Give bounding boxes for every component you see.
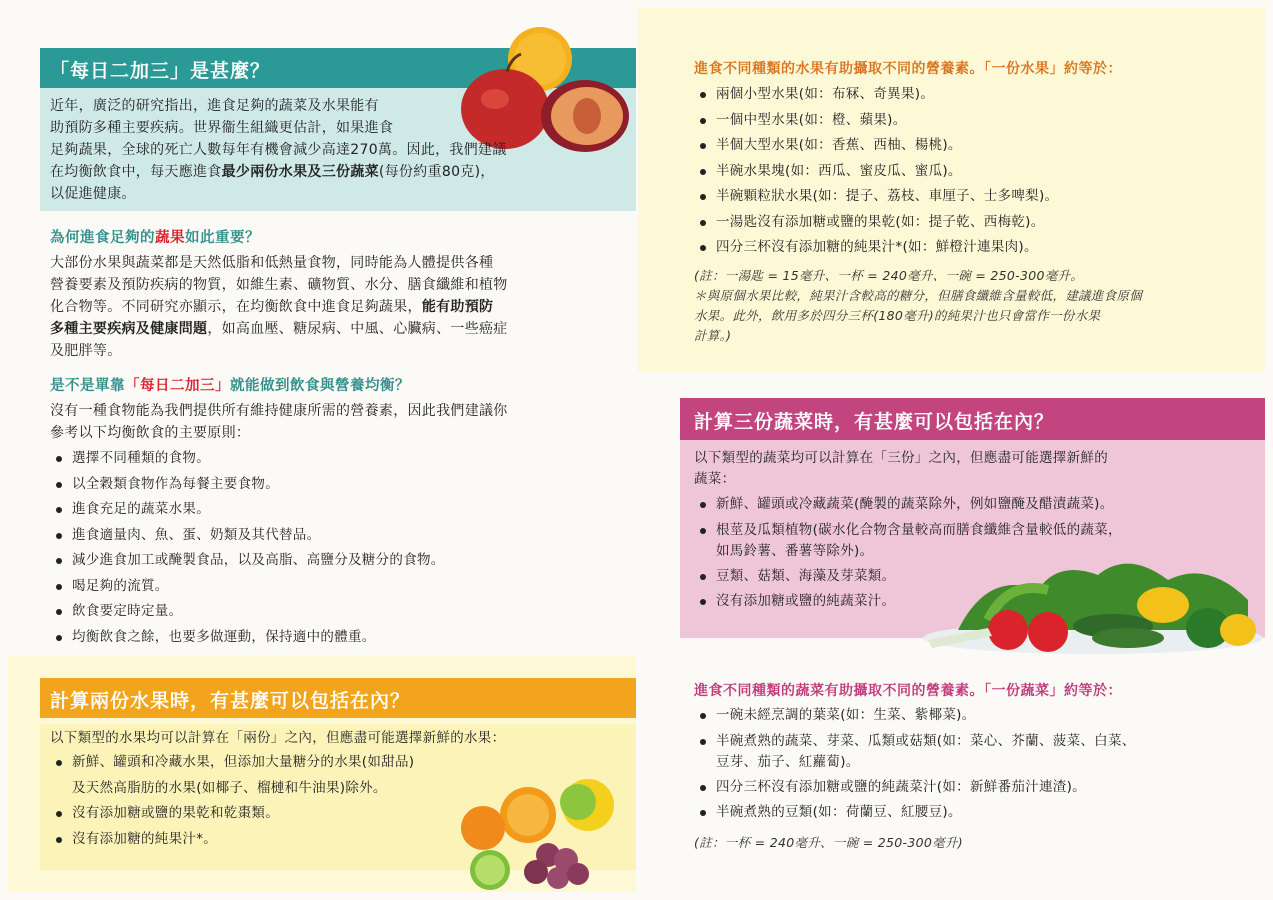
list-item: 兩個小型水果(如：布冧、奇異果)。: [694, 82, 1254, 108]
balance-intro: 沒有一種食物能為我們提供所有維持健康所需的營養素，因此我們建議你 參考以下均衡飲食的主要原則：: [50, 403, 508, 441]
list-item: 進食充足的蔬菜水果。: [50, 497, 610, 523]
list-item: 新鮮、罐頭或冷藏蔬菜(醃製的蔬菜除外，例如鹽醃及醋漬蔬菜)。: [694, 492, 1254, 518]
list-item: 半碗煮熟的蔬菜、芽菜、瓜類或菇類(如：菜心、芥蘭、菠菜、白菜、 豆芽、茄子、紅蘿蔔)。: [694, 729, 1254, 775]
why-text: 大部份水果與蔬菜都是天然低脂和低熱量食物，同時能為人體提供各種 營養要素及預防疾病的物質，如維生素、礦物質、水分、膳食纖維和植物 化合物等。不同研究亦顯示，在均衡飲食中進食足夠蔬果，能有助預防 多種主要疾病及健康問題，如高血壓、糖尿病、中風、心臟病、一些癌症 及肥胖等。: [50, 255, 508, 359]
one-fruit-note: (註：一湯匙 = 15毫升、一杯 = 240毫升、一碗 = 250-300毫升。 ＊與原個水果比較，純果汁含較高的糖分，但膳食纖維含量較低，建議進食原個 水果。此外，飲用多於四分三杯(180毫升)的純果汁也只會當作一份水果 計算。): [694, 268, 1143, 343]
list-item: 半碗水果塊(如：西瓜、蜜皮瓜、蜜瓜)。: [694, 159, 1254, 185]
list-item: 根莖及瓜類植物(碳水化合物含量較高而膳食纖維含量較低的蔬菜， 如馬鈴薯、番薯等除外)。: [694, 518, 1254, 564]
list-item: 減少進食加工或醃製食品，以及高脂、高鹽分及糖分的食物。: [50, 548, 610, 574]
list-item: 半碗顆粒狀水果(如：提子、荔枝、車厘子、士多啤梨)。: [694, 184, 1254, 210]
one-fruit-heading: 進食不同種類的水果有助攝取不同的營養素。「一份水果」約等於：: [694, 61, 1122, 77]
balance-heading: 是不是單靠「每日二加三」就能做到飲食與營養均衡？: [50, 378, 410, 394]
list-item: 進食適量肉、魚、蛋、奶類及其代替品。: [50, 523, 610, 549]
two-fruit-intro: 以下類型的水果均可以計算在「兩份」之內，但應盡可能選擇新鮮的水果：: [50, 730, 506, 746]
list-item: 一個中型水果(如：橙、蘋果)。: [694, 108, 1254, 134]
three-veg-title: 計算三份蔬菜時，有甚麼可以包括在內？: [694, 411, 1055, 433]
list-item: 沒有添加糖或鹽的果乾和乾棗類。: [50, 801, 510, 827]
list-item: 沒有添加糖的純果汁*。: [50, 827, 510, 853]
list-item: 選擇不同種類的食物。: [50, 446, 610, 472]
citrus-grapes-image: [458, 770, 628, 892]
vegetables-image: [918, 560, 1265, 655]
list-item: 沒有添加糖或鹽的純蔬菜汁。: [694, 589, 1254, 615]
list-item: 一湯匙沒有添加糖或鹽的果乾(如：提子乾、西梅乾)。: [694, 210, 1254, 236]
list-item: 四分三杯沒有添加糖的純果汁*(如：鮮橙汁連果肉)。: [694, 235, 1254, 261]
list-item: 一碗未經烹調的葉菜(如：生菜、紫椰菜)。: [694, 703, 1254, 729]
why-heading: 為何進食足夠的蔬果如此重要？: [50, 230, 260, 246]
two-fruit-list: [50, 750, 510, 852]
intro-text: 近年，廣泛的研究指出，進食足夠的蔬菜及水果能有 助預防多種主要疾病。世界衞生組織更估計，如果進食 足夠蔬果，全球的死亡人數每年有機會減少高達270萬。因此，我們建議 在均衡飲食中，每天應進食最少兩份水果及三份蔬菜(每份約重80克)， 以促進健康。: [50, 98, 507, 202]
list-item: 均衡飲食之餘，也要多做運動，保持適中的體重。: [50, 625, 610, 651]
list-item: 豆類、菇類、海藻及芽菜類。: [694, 564, 1254, 590]
balance-list: [50, 446, 610, 650]
two-fruit-title: 計算兩份水果時，有甚麼可以包括在內？: [50, 690, 411, 712]
one-fruit-list: [694, 82, 1254, 261]
list-item: 飲食要定時定量。: [50, 599, 610, 625]
list-item: 四分三杯沒有添加糖或鹽的純蔬菜汁(如：新鮮番茄汁連渣)。: [694, 775, 1254, 801]
one-veg-list: [694, 703, 1254, 826]
list-item: 半個大型水果(如：香蕉、西柚、楊桃)。: [694, 133, 1254, 159]
three-veg-intro: 以下類型的蔬菜均可以計算在「三份」之內，但應盡可能選擇新鮮的 蔬菜：: [694, 450, 1108, 487]
one-veg-note: (註：一杯 = 240毫升、一碗 = 250-300毫升): [694, 835, 963, 850]
list-item: 新鮮、罐頭和冷藏水果，但添加大量糖分的水果(如甜品) 及天然高脂肪的水果(如椰子、榴槤和牛油果)除外。: [50, 750, 510, 801]
intro-title: 「每日二加三」是甚麼？: [50, 60, 271, 82]
list-item: 喝足夠的流質。: [50, 574, 610, 600]
list-item: 以全穀類食物作為每餐主要食物。: [50, 472, 610, 498]
list-item: 半碗煮熟的豆類(如：荷蘭豆、紅腰豆)。: [694, 800, 1254, 826]
one-veg-heading: 進食不同種類的蔬菜有助攝取不同的營養素。「一份蔬菜」約等於：: [694, 683, 1122, 699]
